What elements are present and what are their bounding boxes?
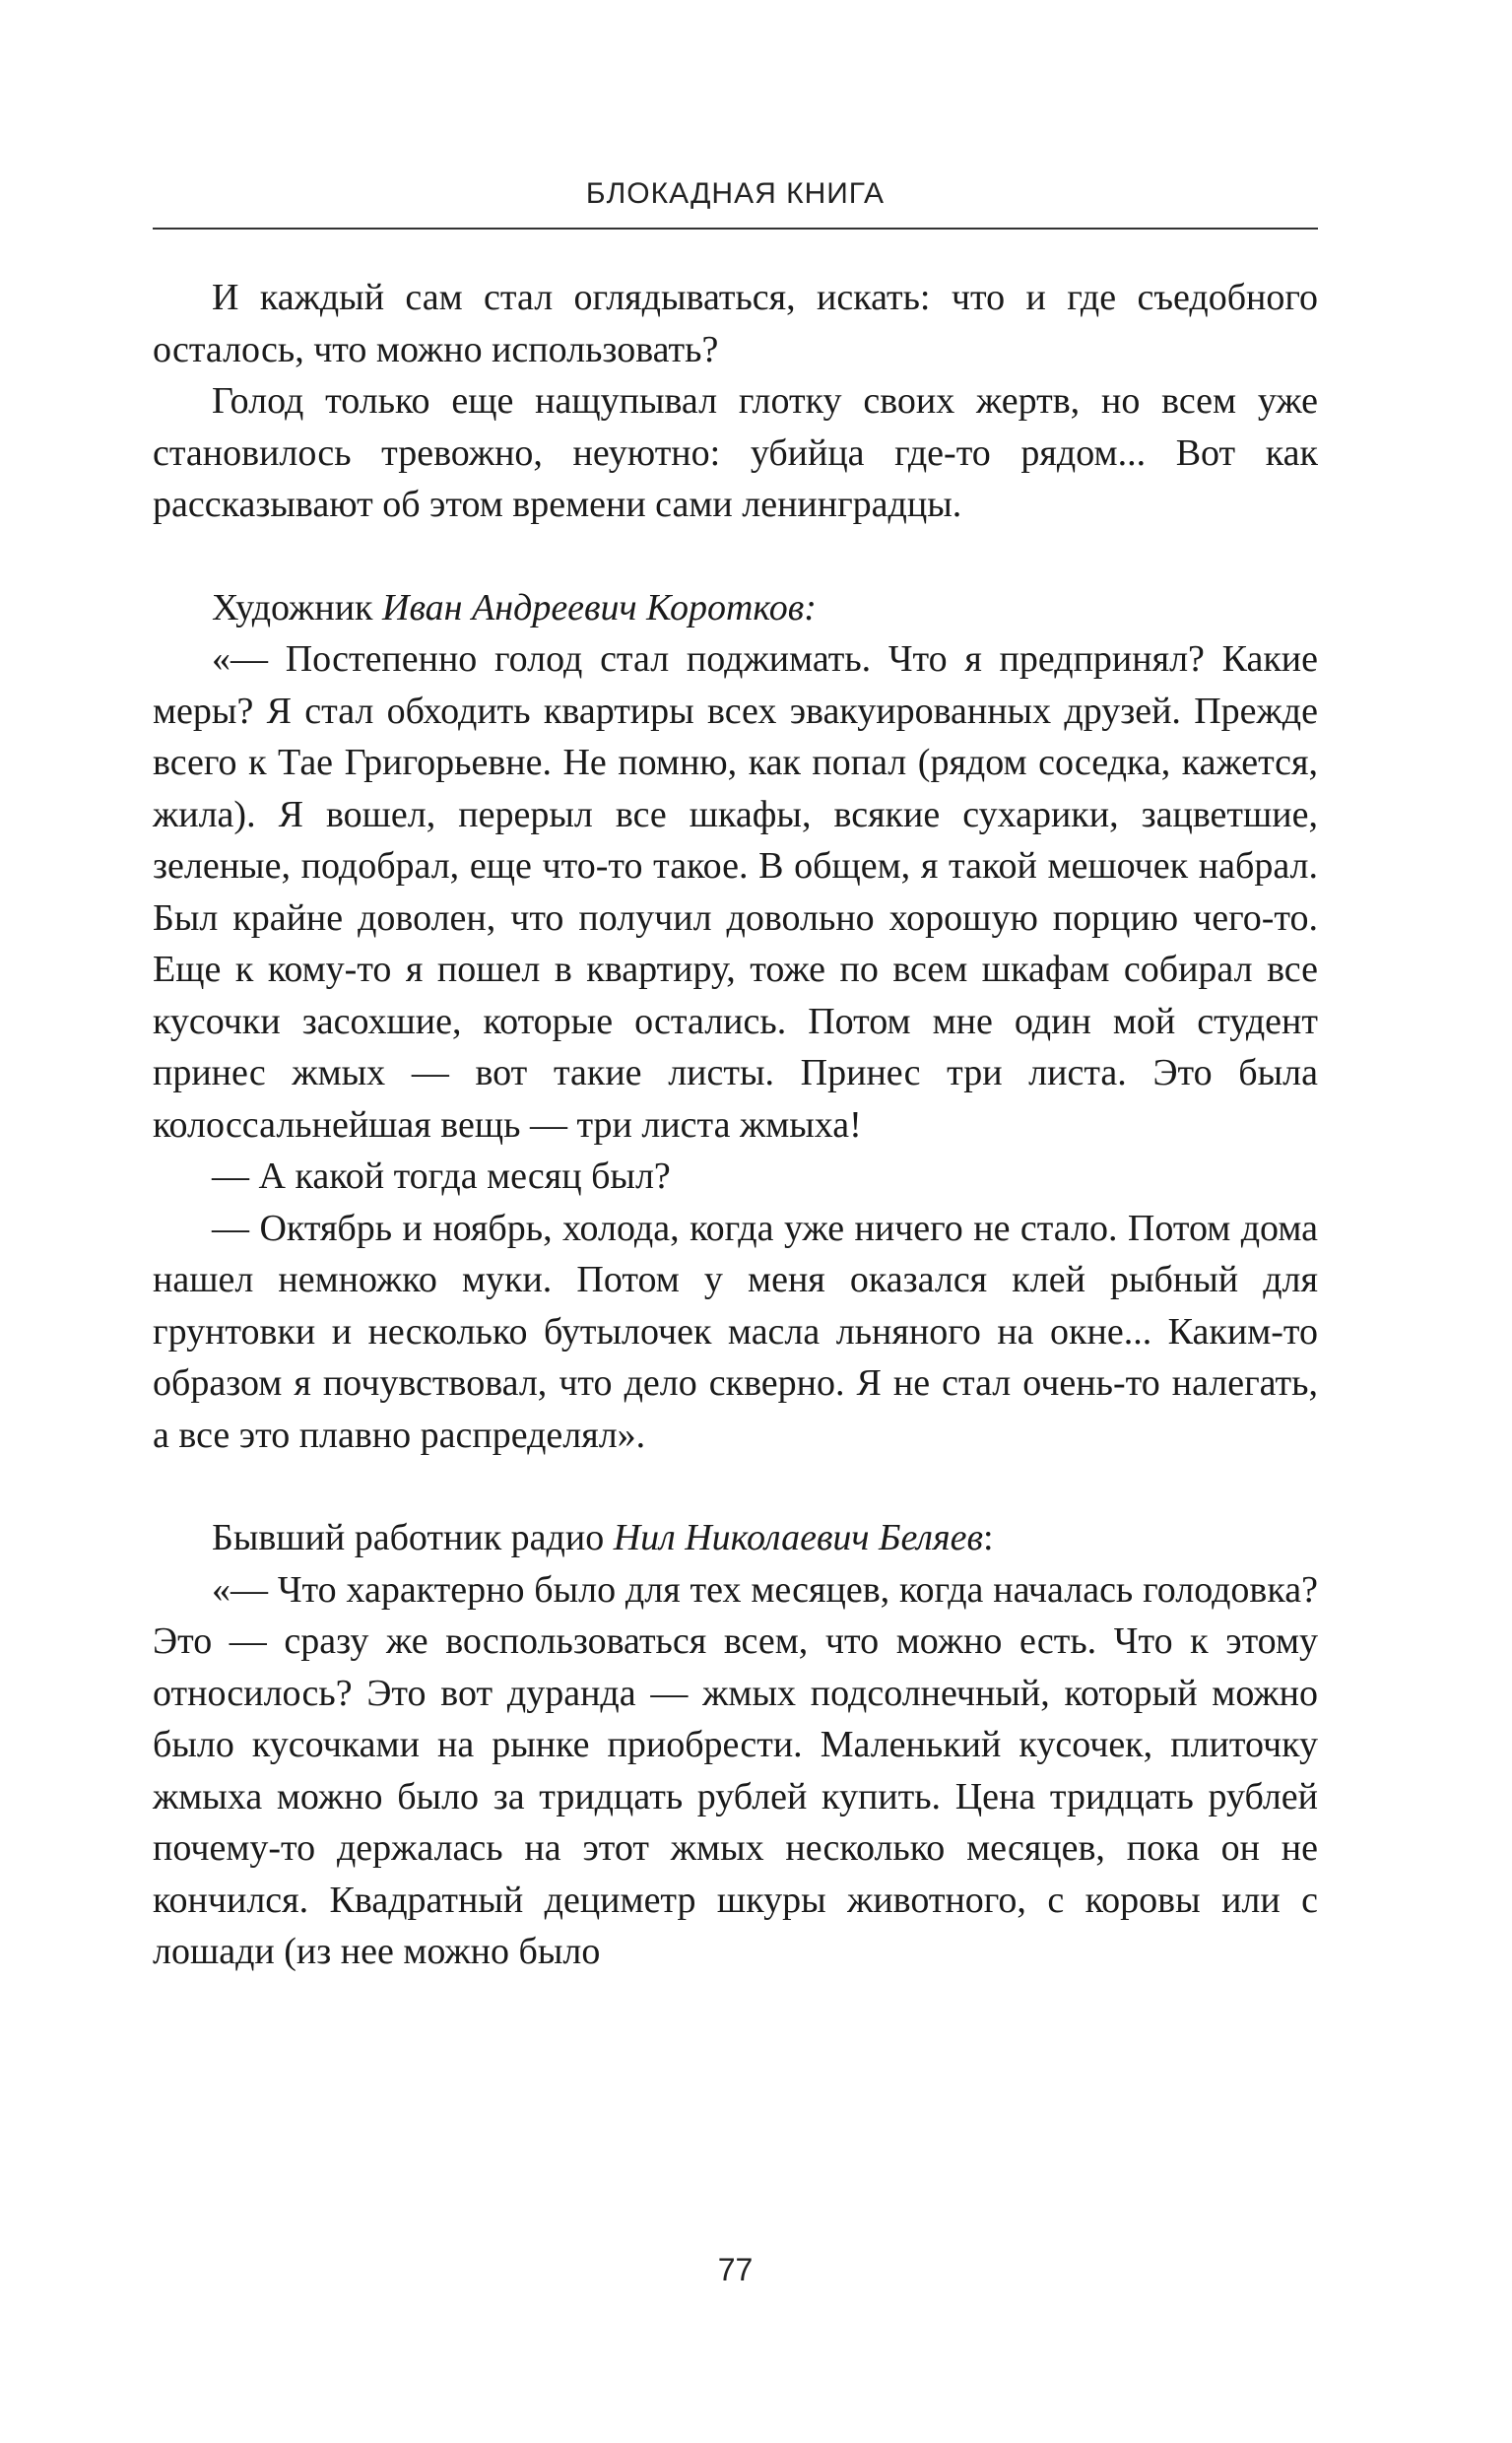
paragraph: «— Постепенно голод стал поджимать. Что я предпринял? Какие меры? Я стал обходить квартиры всех эвакуированных друзей. Прежде всего к Тае Григорьевне. Не помню, как попал (рядом соседка, кажется, жила). Я вошел, перерыл все шкафы, всякие сухарики, зацветшие, зеленые, подобрал, еще что-то такое. В общем, я такой мешочек набрал. Был крайне доволен, что получил довольно хорошую порцию чего-то. Еще к кому-то я пошел в квартиру, тоже по всем шкафам собирал все кусочки засохшие, которые остались. Потом мне один мой студент принес жмых — вот такие листы. Принес три листа. Это была колоссальнейшая вещь — три листа жмыха! [153, 638, 1318, 1146]
speaker-role: Бывший работник радио [212, 1517, 614, 1558]
speaker-role: Художник [212, 586, 382, 628]
main-text [153, 272, 1318, 1978]
paragraph: И каждый сам стал оглядываться, искать: что и где съедобного осталось, что можно использовать? [153, 277, 1318, 370]
speaker-intro [153, 1512, 1318, 1564]
speaker-intro [153, 582, 1318, 634]
running-head: БЛОКАДНАЯ КНИГА [585, 177, 886, 210]
paragraph: — Октябрь и ноябрь, холода, когда уже ничего не стало. Потом дома нашел немножко муки. Потом у меня оказался клей рыбный для грунтовки и несколько бутылочек масла льняного на окне... Каким-то образом я почувствовал, что дело скверно. Я не стал очень-то налегать, а все это плавно распределял». [153, 1207, 1318, 1456]
speaker-name: Нил Николаевич Беляев [613, 1517, 983, 1558]
section-gap [153, 1461, 1318, 1512]
speaker-name: Иван Андреевич Коротков: [382, 586, 817, 628]
page-number: 77 [717, 2252, 754, 2287]
speaker-colon: : [983, 1517, 994, 1558]
paragraph: «— Что характерно было для тех месяцев, когда началась голодовка? Это — сразу же воспользоваться всем, что можно есть. Что к этому относилось? Это вот дуранда — жмых подсолнечный, который можно было кусочками на рынке приобрести. Маленький кусочек, плиточку жмыха можно было за тридцать рублей купить. Цена тридцать рублей почему-то держалась на этот жмых несколько месяцев, пока он не кончился. Квадратный дециметр шкуры животного, с коровы или с лошади (из нее можно было [153, 1568, 1318, 1972]
section-gap [153, 531, 1318, 582]
paragraph: — А какой тогда месяц был? [212, 1155, 671, 1197]
header-rule [153, 228, 1318, 230]
paragraph: Голод только еще нащупывал глотку своих жертв, но всем уже становилось тревожно, неуютно: убийца где-то рядом... Вот как рассказывают об этом времени сами ленинградцы. [153, 380, 1318, 525]
